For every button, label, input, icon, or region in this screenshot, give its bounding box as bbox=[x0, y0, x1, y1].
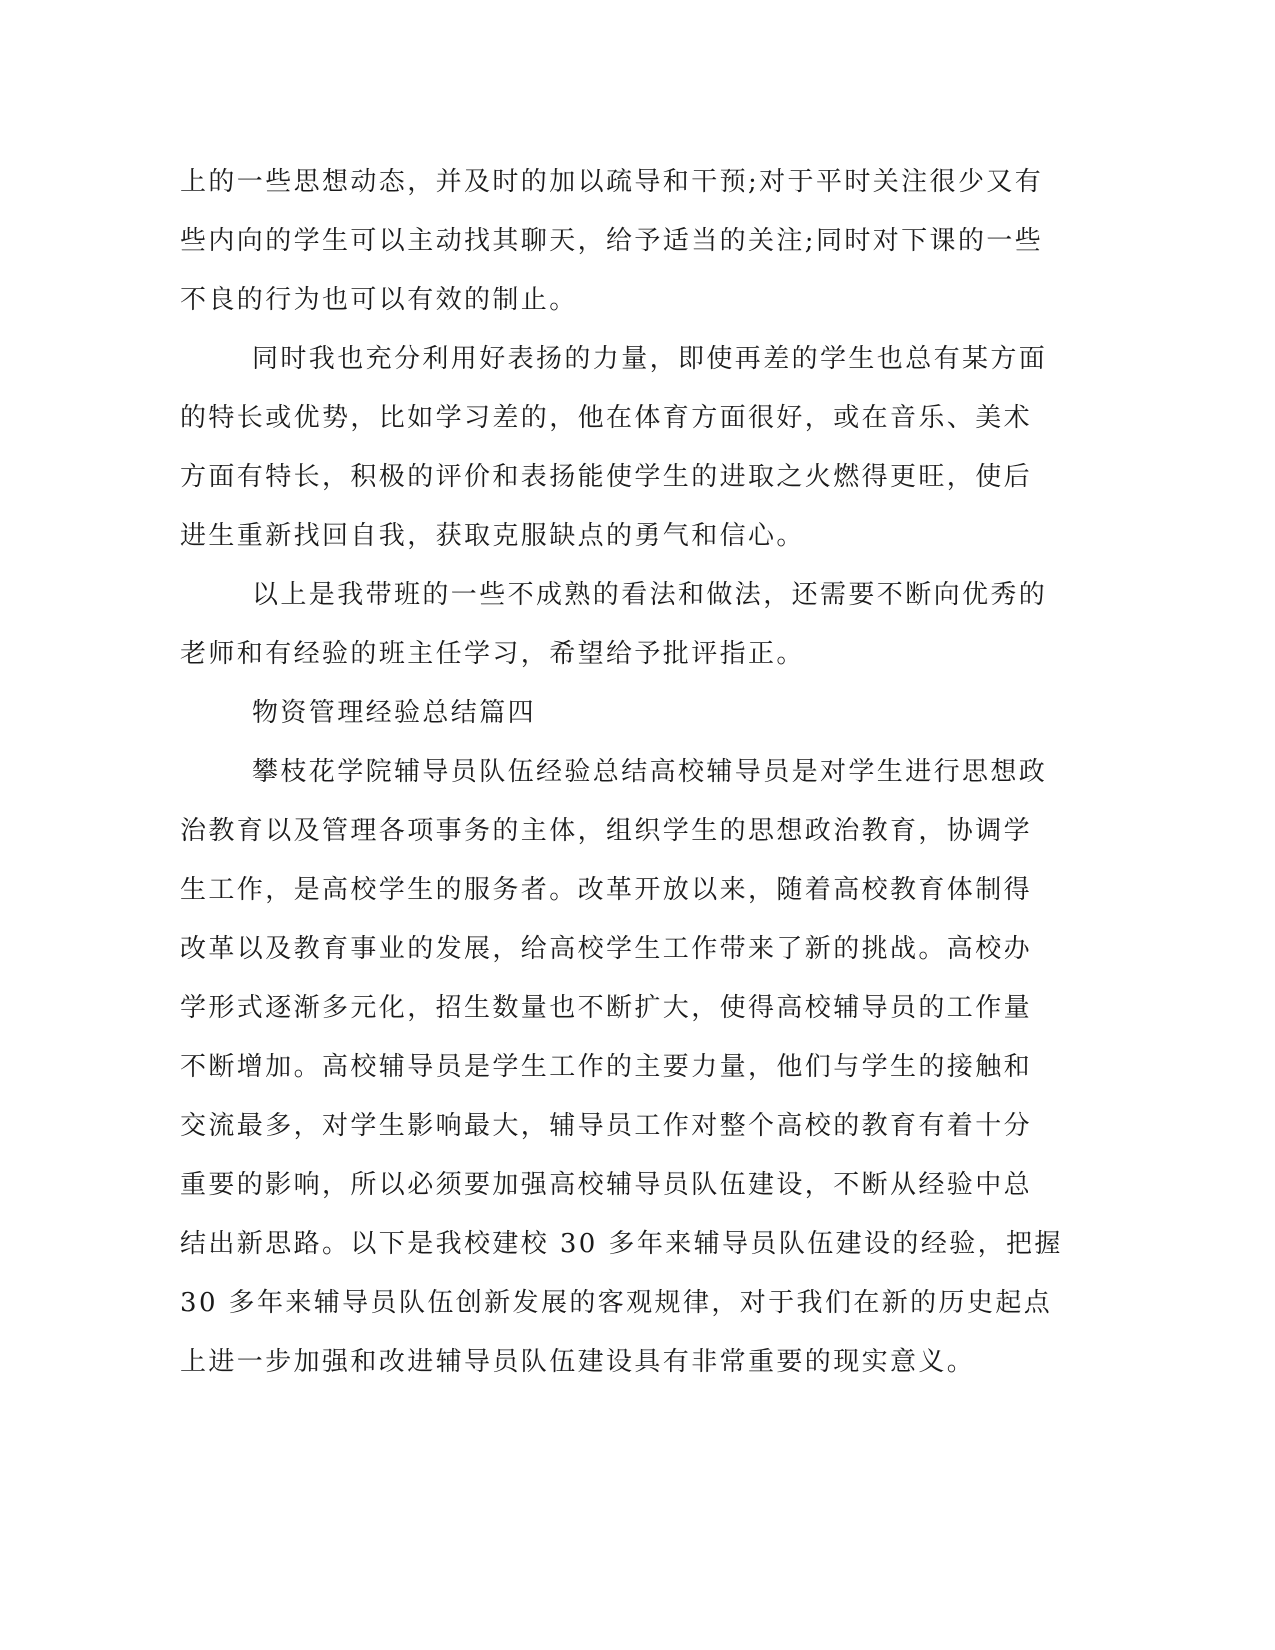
text-line: 老师和有经验的班主任学习，希望给予批评指正。 bbox=[180, 639, 805, 669]
text-line: 上进一步加强和改进辅导员队伍建设具有非常重要的现实意义。 bbox=[180, 1347, 976, 1377]
section-heading: 物资管理经验总结篇四 bbox=[252, 698, 537, 728]
text-line: 30 多年来辅导员队伍创新发展的客观规律，对于我们在新的历史起点 bbox=[180, 1288, 1053, 1318]
paragraph-first-line: 以上是我带班的一些不成熟的看法和做法，还需要不断向优秀的 bbox=[252, 580, 1048, 610]
document-body bbox=[180, 153, 1063, 1392]
text-line: 不良的行为也可以有效的制止。 bbox=[180, 285, 578, 315]
text-line: 学形式逐渐多元化，招生数量也不断扩大，使得高校辅导员的工作量 bbox=[180, 993, 1033, 1023]
paragraph-first-line: 同时我也充分利用好表扬的力量，即使再差的学生也总有某方面 bbox=[252, 344, 1048, 374]
text-line: 上的一些思想动态，并及时的加以疏导和干预;对于平时关注很少又有 bbox=[180, 167, 1044, 197]
text-line: 重要的影响，所以必须要加强高校辅导员队伍建设，不断从经验中总 bbox=[180, 1170, 1033, 1200]
text-line: 的特长或优势，比如学习差的，他在体育方面很好，或在音乐、美术 bbox=[180, 403, 1033, 433]
text-line: 方面有特长，积极的评价和表扬能使学生的进取之火燃得更旺，使后 bbox=[180, 462, 1033, 492]
paragraph-first-line: 攀枝花学院辅导员队伍经验总结高校辅导员是对学生进行思想政 bbox=[252, 757, 1048, 787]
text-line: 改革以及教育事业的发展，给高校学生工作带来了新的挑战。高校办 bbox=[180, 934, 1033, 964]
text-line: 进生重新找回自我，获取克服缺点的勇气和信心。 bbox=[180, 521, 805, 551]
text-line: 不断增加。高校辅导员是学生工作的主要力量，他们与学生的接触和 bbox=[180, 1052, 1033, 1082]
text-line: 生工作，是高校学生的服务者。改革开放以来，随着高校教育体制得 bbox=[180, 875, 1033, 905]
text-line: 些内向的学生可以主动找其聊天，给予适当的关注;同时对下课的一些 bbox=[180, 226, 1044, 256]
text-line: 交流最多，对学生影响最大，辅导员工作对整个高校的教育有着十分 bbox=[180, 1111, 1033, 1141]
text-line: 治教育以及管理各项事务的主体，组织学生的思想政治教育，协调学 bbox=[180, 816, 1033, 846]
text-line: 结出新思路。以下是我校建校 30 多年来辅导员队伍建设的经验，把握 bbox=[180, 1229, 1063, 1259]
